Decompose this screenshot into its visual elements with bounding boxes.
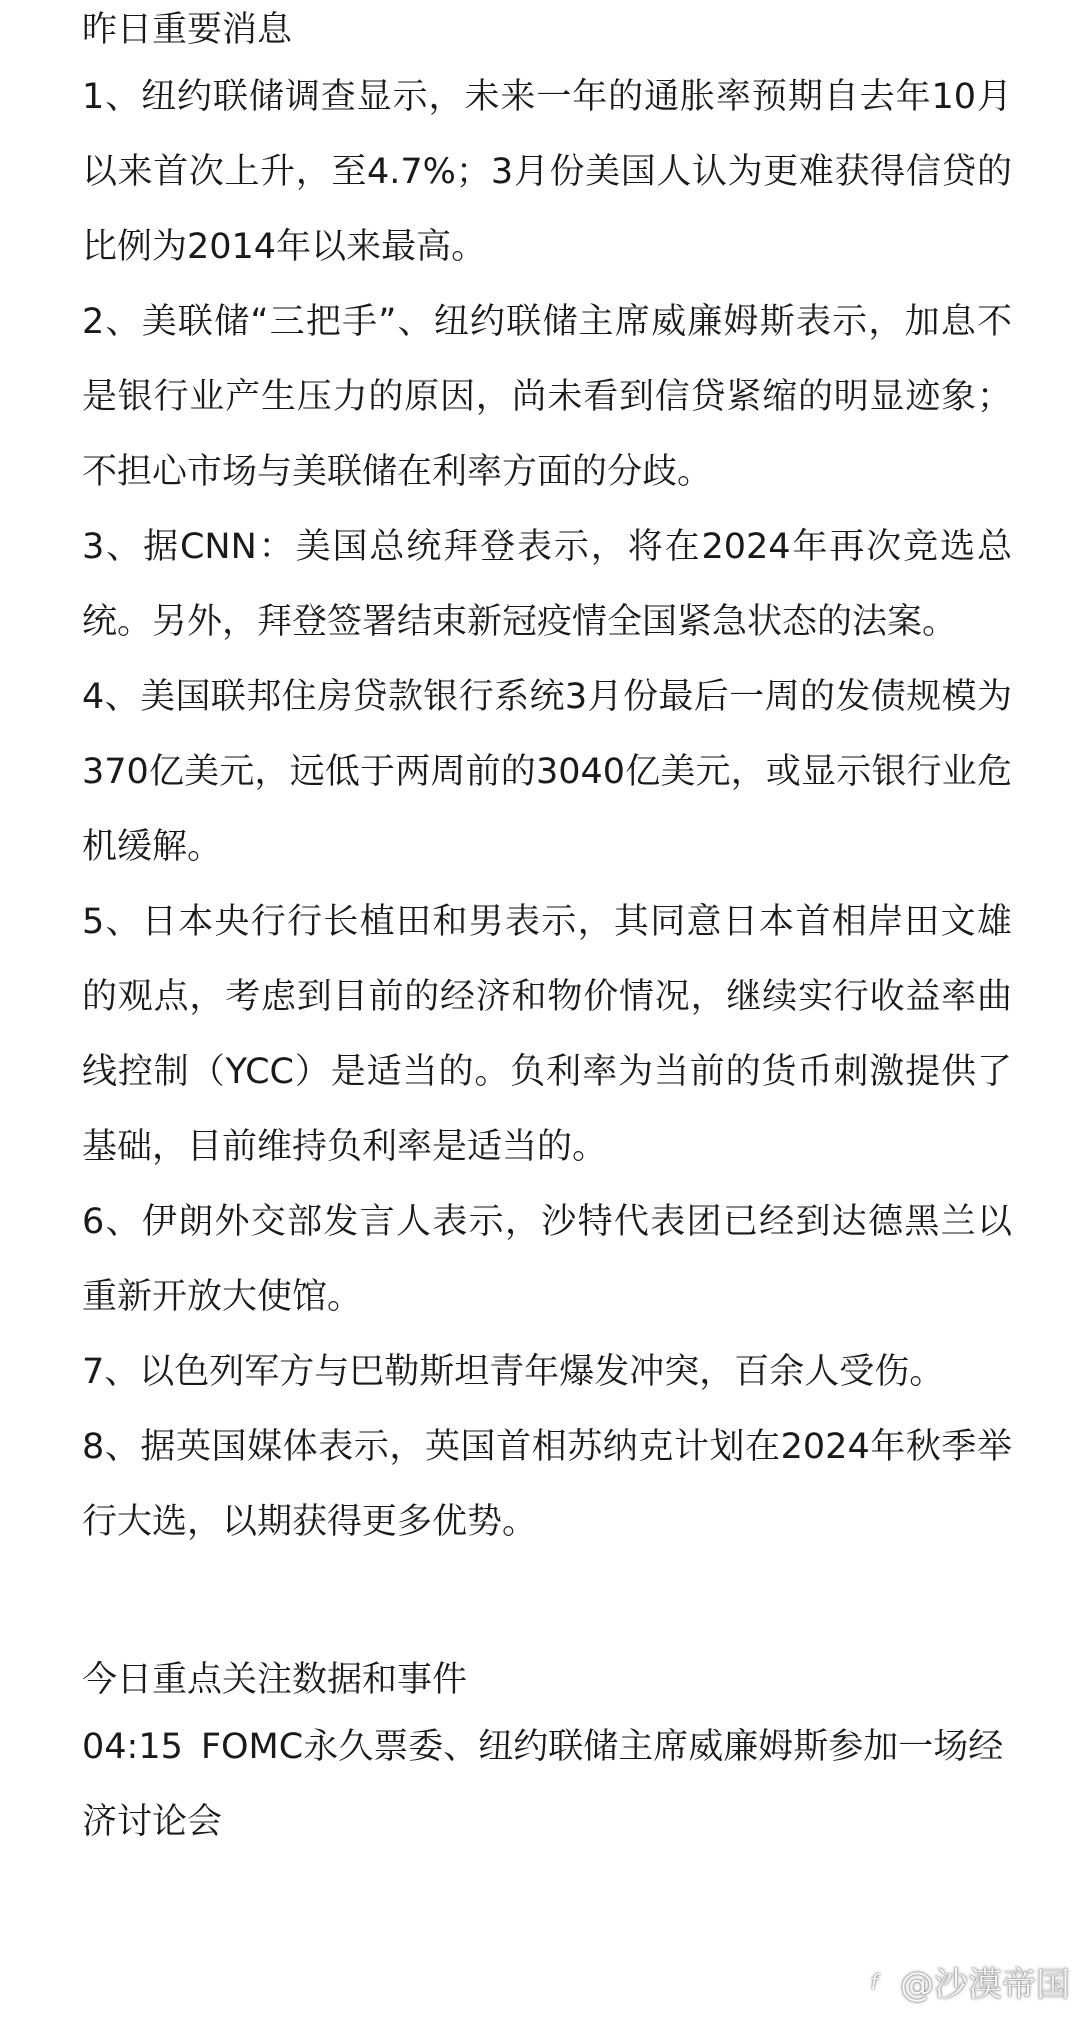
news-item-2: 2、美联储“三把手”、纽约联储主席威廉姆斯表示，加息不是银行业产生压力的原因，尚未看到信贷紧缩的明显迹象；不担心市场与美联储在利率方面的分歧。 (82, 302, 1012, 492)
event-item-1 (82, 1710, 1012, 1860)
watermark (854, 1957, 1070, 2006)
svg-text:f: f (870, 1969, 878, 1994)
zhihu-logo-icon (854, 1962, 894, 2002)
news-item-1: 1、纽约联储调查显示，未来一年的通胀率预期自去年10月以来首次上升，至4.7%；3月份美国人认为更难获得信贷的比例为2014年以来最高。 (82, 77, 1012, 267)
news-item-3: 3、据CNN：美国总统拜登表示，将在2024年再次竞选总统。另外，拜登签署结束新冠疫情全国紧急状态的法案。 (82, 527, 1012, 642)
news-item-5: 5、日本央行行长植田和男表示，其同意日本首相岸田文雄的观点，考虑到目前的经济和物价情况，继续实行收益率曲线控制（YCC）是适当的。负利率为当前的货币刺激提供了基础，目前维持负利率是适当的。 (82, 902, 1012, 1167)
event-time: 04:15 (82, 1727, 183, 1767)
watermark-text: @沙漠帝国 (900, 1965, 1070, 2005)
news-item-8: 8、据英国媒体表示，英国首相苏纳克计划在2024年秋季举行大选，以期获得更多优势。 (82, 1427, 1012, 1542)
event-text: FOMC永久票委、纽约联储主席威廉姆斯参加一场经济讨论会 (82, 1727, 1004, 1842)
yesterday-section-title: 昨日重要消息 (82, 10, 293, 50)
news-item-7: 7、以色列军方与巴勒斯坦青年爆发冲突，百余人受伤。 (82, 1352, 945, 1392)
news-item-6: 6、伊朗外交部发言人表示，沙特代表团已经到达德黑兰以重新开放大使馆。 (82, 1202, 1012, 1317)
section-spacer (82, 1560, 1012, 1650)
today-section-title: 今日重点关注数据和事件 (82, 1660, 468, 1700)
news-item-4: 4、美国联邦住房贷款银行系统3月份最后一周的发债规模为370亿美元，远低于两周前的3040亿美元，或显示银行业危机缓解。 (82, 677, 1012, 867)
yesterday-news-list (82, 60, 1012, 1560)
article-content (82, 0, 1012, 1860)
